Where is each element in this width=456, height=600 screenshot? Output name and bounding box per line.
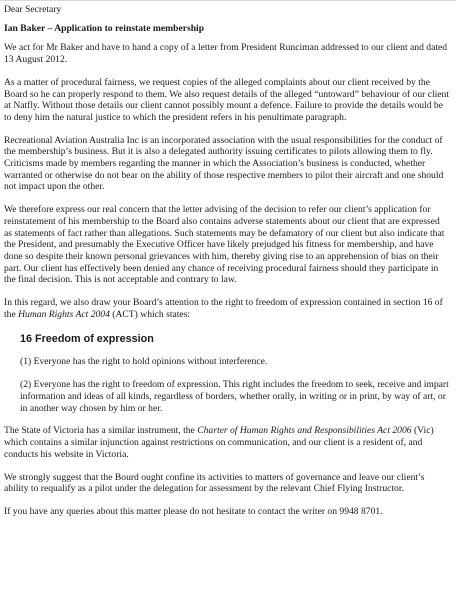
paragraph-6-text-b: (Vic) which contains a similar injunction against restrictions on communication, and our client is a resident of, and conducts his website in Victoria. xyxy=(4,425,434,460)
paragraph-2: As a matter of procedural fairness, we request copies of the alleged complaints about our client received by the Board so he can properly respond to them. We also request details of the alleged “untoward” behaviour of our client at Natfly. Without those details our client cannot possibly mount a defence. Failure to provide the details would be to deny him the natural justice to which the president refers in his penultimate paragraph. xyxy=(4,76,450,123)
paragraph-6 xyxy=(4,425,450,460)
paragraph-7: We strongly suggest that the Bourd ought confine its activities to matters of governance and leave our client’s ability to requalify as a pilot under the delegation for assessment by the relevant Chief Flying Instructor. xyxy=(4,471,425,495)
section-heading: 16 Freedom of expression xyxy=(20,333,154,346)
quote-1: (1) Everyone has the right to hold opinions without interference. xyxy=(20,355,268,367)
paragraph-4: We therefore express our real concern that the letter advising of the decision to refer our client’s application for reinstatement of his membership to the Board also contains adverse statements about our client that are expressed as statements of fact rather than allegations. Such statements may be defamatory of our client but also indicate that the President, and presumably the Executive Officer have likely prejudged his fitness for membership, and have done so despite their known personal grievances with him, thereby giving rise to an apprehension of bias on their part. Our client has effectively been denied any chance of receiving procedural fairness should they participate in the final decision. This is not acceptable and contrary to law. xyxy=(4,204,445,286)
salutation: Dear Secretary xyxy=(4,4,62,15)
quote-2: (2) Everyone has the right to freedom of expression. This right includes the freedom to seek, receive and impart information and ideas of all kinds, regardless of borders, whether orally, in writing or in print, by way of art, or in another way chosen by him or her. xyxy=(20,379,449,414)
act-title: Human Rights Act 2004 xyxy=(18,308,110,320)
paragraph-5 xyxy=(4,297,450,320)
paragraph-8: If you have any queries about this matter please do not hesitate to contact the writer on 9948 8701. xyxy=(4,505,383,517)
paragraph-3: Recreational Aviation Australia Inc is an incorporated association with the usual responsibilities for the conduct of the membership’s business. But it is also a delegated authority issuing certificates to pilots allowing them to fly. Criticisms made by members regarding the manner in which the Association’s business is conducted, whether warranted or otherwise do not bear on the ability of those respective members to pilot their aircraft and one should not impact upon the other. xyxy=(4,134,444,193)
subject-line: Ian Baker – Application to reinstate membership xyxy=(4,22,205,34)
paragraph-1: We act for Mr Baker and have to hand a copy of a letter from President Runciman addressed to our client and dated 13 August 2012. xyxy=(4,42,448,66)
charter-title: Charter of Human Rights and Responsibilities Act 2006 xyxy=(197,425,412,437)
paragraph-6-text-a: The State of Victoria has a similar instrument, the xyxy=(4,425,198,437)
paragraph-5-text-a: In this regard, we also draw your Board’s attention to the right to freedom of expression contained in section 16 of the xyxy=(4,297,443,320)
scan-edge xyxy=(0,0,456,1)
paragraph-5-text-b: (ACT) which states: xyxy=(109,308,191,320)
